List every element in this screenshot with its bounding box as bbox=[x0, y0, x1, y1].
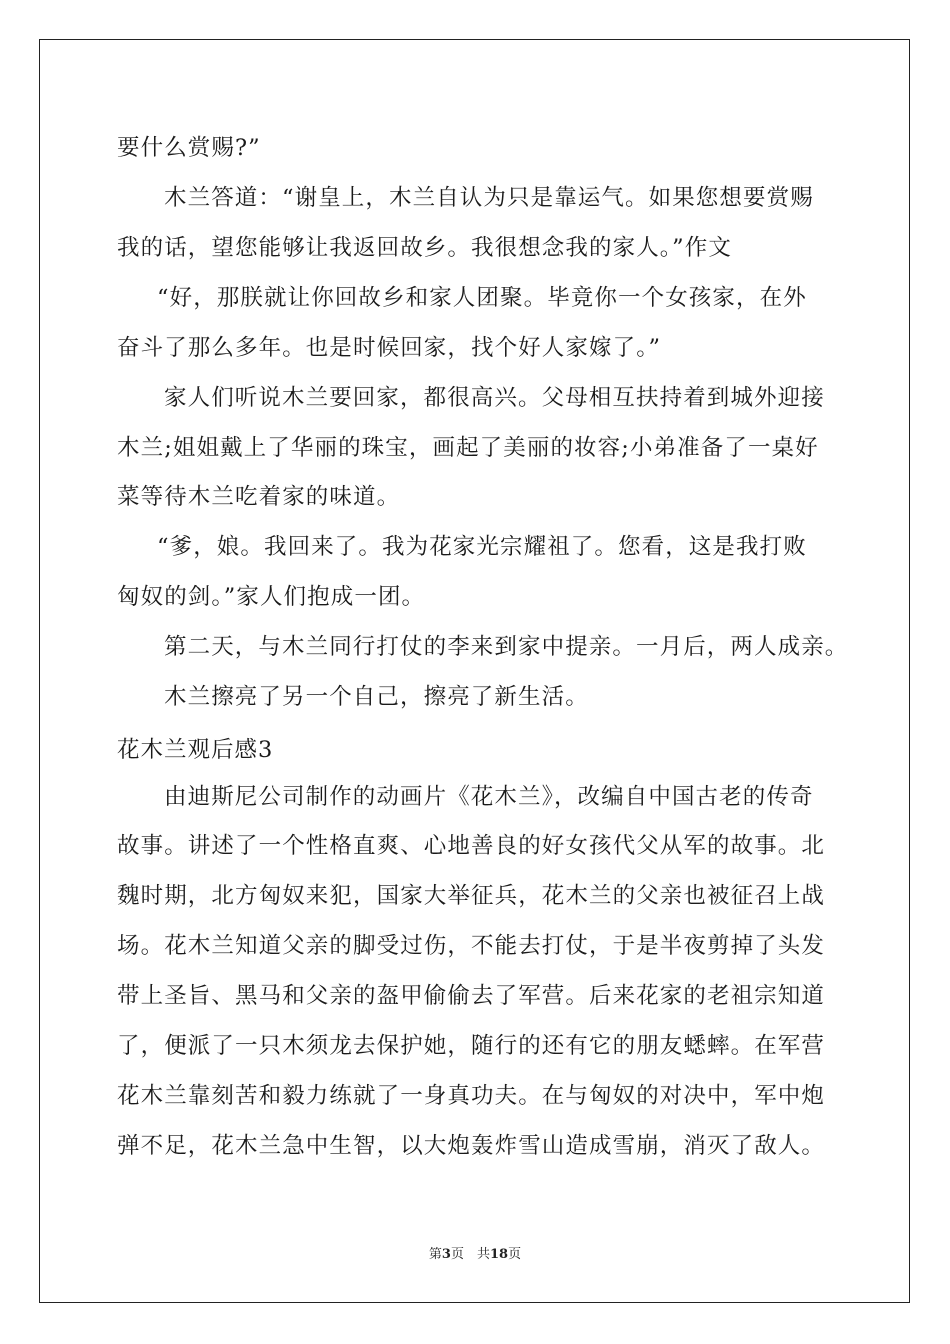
page-border bbox=[39, 39, 910, 1303]
paragraph-line: 故事。讲述了一个性格直爽、心地善良的好女孩代父从军的故事。北 bbox=[117, 833, 826, 859]
paragraph-line: 匈奴的剑。”家人们抱成一团。 bbox=[117, 584, 426, 610]
footer-suffix: 页 bbox=[508, 1247, 522, 1262]
paragraph-line: 花木兰靠刻苦和毅力练就了一身真功夫。在与匈奴的对决中，军中炮 bbox=[117, 1083, 826, 1109]
paragraph-line: 木兰;姐姐戴上了华丽的珠宝，画起了美丽的妆容;小弟准备了一桌好 bbox=[117, 435, 819, 461]
section-heading: 花木兰观后感3 bbox=[117, 737, 274, 763]
current-page-number: 3 bbox=[441, 1247, 451, 1262]
paragraph-line: 奋斗了那么多年。也是时候回家，找个好人家嫁了。” bbox=[117, 335, 662, 361]
paragraph-line: 菜等待木兰吃着家的味道。 bbox=[117, 484, 401, 510]
paragraph-line: 带上圣旨、黑马和父亲的盔甲偷偷去了军营。后来花家的老祖宗知道 bbox=[117, 983, 826, 1009]
paragraph-line: 弹不足，花木兰急中生智，以大炮轰炸雪山造成雪崩，消灭了敌人。 bbox=[117, 1133, 826, 1159]
paragraph-line: 要什么赏赐?” bbox=[117, 135, 261, 161]
page-footer bbox=[0, 1247, 950, 1263]
paragraph-line: “爹，娘。我回来了。我为花家光宗耀祖了。您看，这是我打败 bbox=[157, 534, 807, 560]
paragraph-line: 木兰答道：“谢皇上，木兰自认为只是靠运气。如果您想要赏赐 bbox=[164, 185, 814, 211]
paragraph-line: 我的话，望您能够让我返回故乡。我很想念我的家人。”作文 bbox=[117, 235, 732, 261]
paragraph-line: 由迪斯尼公司制作的动画片《花木兰》，改编自中国古老的传奇 bbox=[164, 784, 814, 810]
paragraph-line: 魏时期，北方匈奴来犯，国家大举征兵，花木兰的父亲也被征召上战 bbox=[117, 883, 826, 909]
paragraph-line: 场。花木兰知道父亲的脚受过伤，不能去打仗，于是半夜剪掉了头发 bbox=[117, 933, 826, 959]
paragraph-line: 第二天，与木兰同行打仗的李来到家中提亲。一月后，两人成亲。 bbox=[164, 634, 849, 660]
paragraph-line: 了，便派了一只木须龙去保护她，随行的还有它的朋友蟋蟀。在军营 bbox=[117, 1033, 826, 1059]
footer-prefix: 第 bbox=[428, 1247, 442, 1262]
footer-mid: 页 共 bbox=[450, 1247, 490, 1262]
paragraph-line: 家人们听说木兰要回家，都很高兴。父母相互扶持着到城外迎接 bbox=[164, 385, 825, 411]
total-page-count: 18 bbox=[489, 1247, 509, 1262]
paragraph-line: “好，那朕就让你回故乡和家人团聚。毕竟你一个女孩家，在外 bbox=[157, 285, 807, 311]
paragraph-line: 木兰擦亮了另一个自己，擦亮了新生活。 bbox=[164, 684, 589, 710]
